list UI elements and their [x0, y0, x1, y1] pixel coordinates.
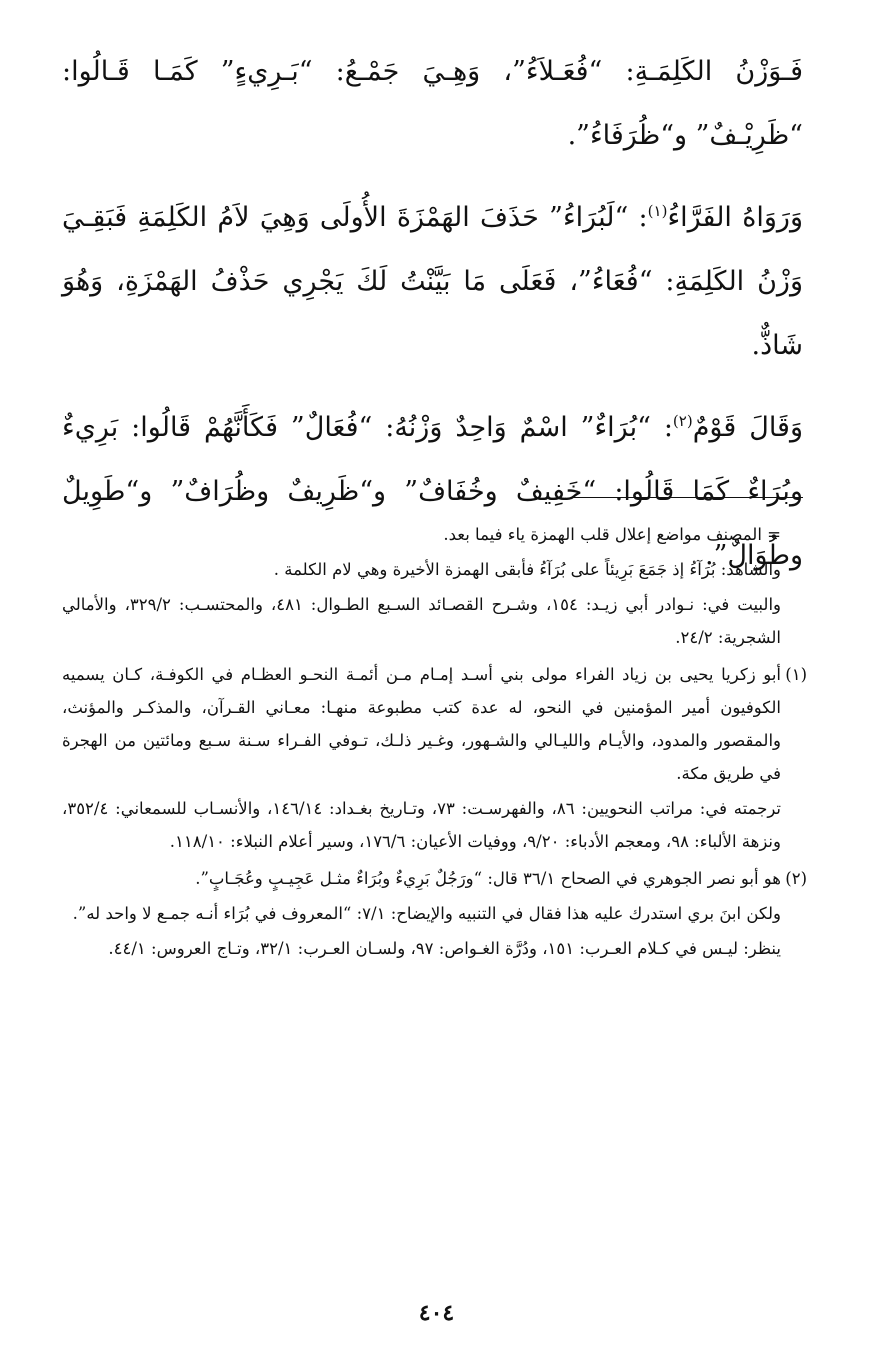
- main-paragraph-3-rest: : “بُرَاءٌ” اسْمٌ وَاحِدٌ وَزْنُهُ: “فُعَالٌ” فَكَأَنَّهُمْ قَالُوا: بَرِيءٌ وبُرَاءٌ كَمَا قَالُوا: “خَفِيفٌ وخُفَافٌ” و“ظَرِيفٌ وظُرَافٌ” و“طَوِيلٌ وطُوَالٌ”.: [62, 412, 803, 571]
- footnote-cont-line-3: والبيت في: نـوادر أبي زيـد: ١٥٤، وشـرح القصـائد السـبع الطـوال: ٤٨١، والمحتسـب: ٣٢٩/٢، والأمالي الشجرية: ٢٤/٢.: [62, 595, 781, 647]
- footnote-separator: [571, 497, 803, 498]
- footnote-1-text: [62, 658, 807, 790]
- footnote-2-text-b: ولكن ابنَ بري استدرك عليه هذا فقال في التنبيه والإيضاح: ٧/١: “المعروف في بُرَاء أنـه جمـع لا واحد له”.: [72, 904, 781, 923]
- footnote-continuation: [62, 518, 807, 654]
- footnote-ref-1: (١): [647, 202, 668, 220]
- footnote-1-refs: ترجمته في: مراتب النحويين: ٨٦، والفهرسـت: ٧٣، وتـاريخ بغـداد: ١٤٦/١٤، والأنسـاب للسمعاني: ٣٥٢/٤، ونزهة الألباء: ٩٨، ومعجم الأدباء: ٩/٢٠، ووفيات الأعيان: ١٧٦/٦، وسير أعلام النبلاء: ١١٨/١٠.: [62, 799, 782, 851]
- footnote-1-body: أبو زكريا يحيى بن زياد الفراء مولى بني أسـد إمـام مـن أئمـة النحـو العظـام في الكوفـة، كـان يسميه الكوفيون أمير المؤمنين في النحو، له عدة كتب مطبوعة منهـا: معـاني القـرآن، والمذكـر والمؤنث، والمقصور والمدود، والأيـام والليـالي والشـهور، وغـير ذلـك، تـوفي الفـراء سـنة سـبع ومائتين من الهجرة في طريق مكة.: [62, 665, 781, 783]
- footnote-2-number: (٢): [785, 869, 807, 888]
- main-paragraph-1: فَـوَزْنُ الكَلِمَـةِ: “فُعَـلاَءُ”، وَهِـيَ جَمْـعُ: “بَـرِيءٍ” كَمَـا قَـالُوا: “ظَرِيْـفٌ” و“ظُرَفَاءُ”.: [62, 56, 803, 151]
- footnote-2-body: هو أبو نصر الجوهري في الصحاح ٣٦/١ قال: “ورَجُلٌ بَرِيءٌ وبُرَاءٌ مثـل عَجِيـبٍ وعُجَـابٍ”.: [195, 869, 781, 888]
- footnote-2: [62, 862, 807, 965]
- main-paragraph-2: [62, 186, 803, 378]
- main-paragraph-3-start: وَقَالَ قَوْمٌ: [692, 412, 803, 443]
- footnote-2-refs: ينظر: ليـس في كـلام العـرب: ١٥١، ودُرَّة الغـواص: ٩٧، ولسـان العـرب: ٣٢/١، وتـاج العروس: ٤٤/١.: [108, 939, 781, 958]
- main-paragraph-2-start: وَرَوَاهُ الفَرَّاءُ: [667, 202, 804, 233]
- main-paragraph-2-rest: : “لَبُرَاءُ” حَذَفَ الهَمْزَةَ الأُولَى وَهِيَ لاَمُ الكَلِمَةِ فَبَقِـيَ وَزْنُ الكَلِمَةِ: “فُعَاءُ”، فَعَلَى مَا بَيَّنْتُ لَكَ يَجْرِي حَذْفُ الهَمْزَةِ، وَهُوَ شَاذٌّ.: [62, 202, 803, 361]
- footnote-2-text: [62, 862, 807, 895]
- footnotes: [62, 518, 807, 969]
- footnote-cont-line-2: والشاهد: بُرَآءُ إذ جَمَعَ بَرِيئاً على بُرَآءُ فأبقى الهمزة الأخيرة وهي لام الكلمة .: [273, 560, 781, 579]
- page-number: ٤٠٤: [418, 1300, 455, 1326]
- footnote-1-number: (١): [785, 665, 807, 684]
- footnote-1: [62, 658, 807, 858]
- footnote-ref-2: (٢): [672, 412, 693, 430]
- footnote-cont-line-1: = المصنف مواضع إعلال قلب الهمزة ياء فيما بعد.: [443, 525, 781, 544]
